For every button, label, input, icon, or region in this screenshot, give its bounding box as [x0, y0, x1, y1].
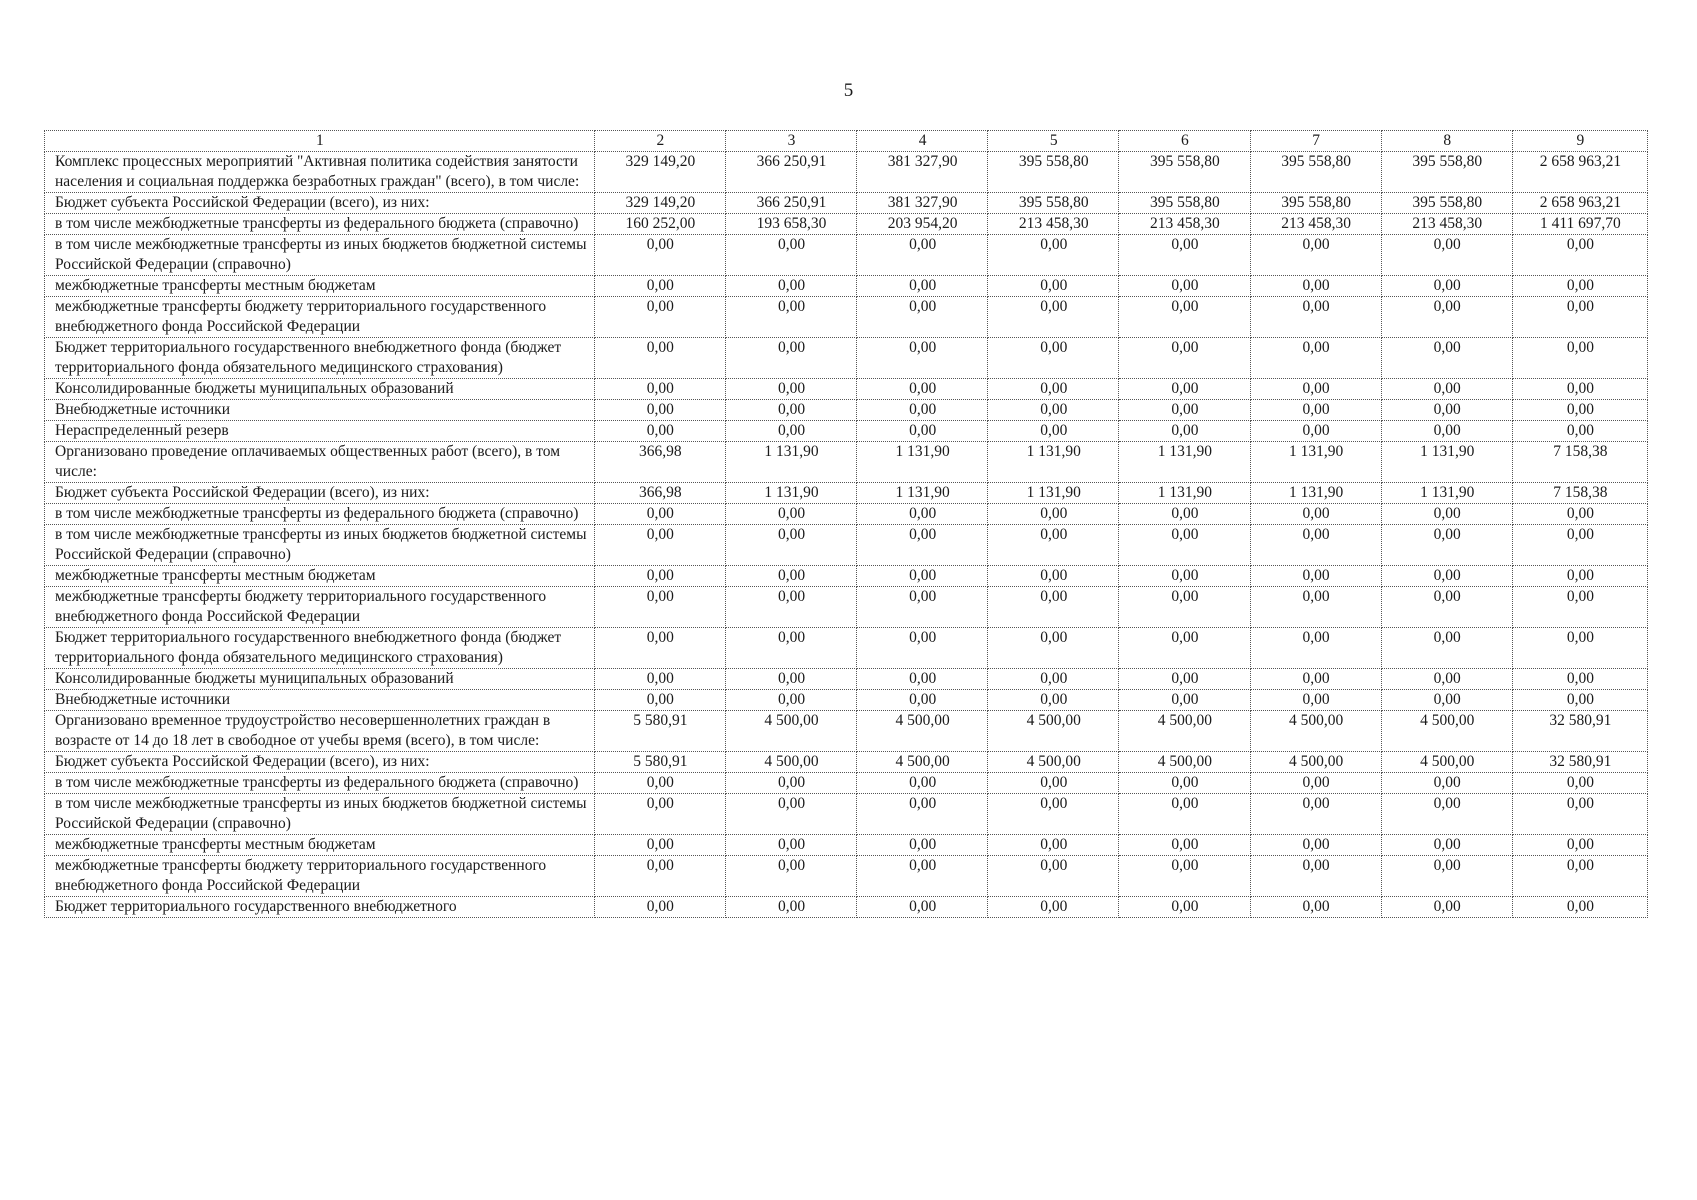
row-label: Комплекс процессных мероприятий "Активная политика содействия занятости населения и социальная поддержка безработных граждан" (всего), в том числе:	[45, 152, 595, 193]
value-cell: 366 250,91	[725, 193, 856, 214]
value-cell: 0,00	[1512, 669, 1647, 690]
value-cell: 0,00	[725, 794, 856, 835]
row-label: Бюджет субъекта Российской Федерации (всего), из них:	[45, 193, 595, 214]
value-cell: 0,00	[1512, 235, 1647, 276]
value-cell: 160 252,00	[594, 214, 725, 235]
value-cell: 0,00	[988, 400, 1119, 421]
value-cell: 0,00	[725, 379, 856, 400]
value-cell: 1 131,90	[1250, 442, 1381, 483]
value-cell: 0,00	[1512, 504, 1647, 525]
value-cell: 0,00	[988, 566, 1119, 587]
value-cell: 395 558,80	[1250, 152, 1381, 193]
value-cell: 0,00	[857, 525, 988, 566]
table-body	[45, 152, 1648, 918]
value-cell: 0,00	[988, 897, 1119, 918]
value-cell: 0,00	[594, 297, 725, 338]
value-cell: 0,00	[725, 897, 856, 918]
value-cell: 0,00	[725, 504, 856, 525]
value-cell: 1 131,90	[1250, 483, 1381, 504]
value-cell: 366,98	[594, 442, 725, 483]
value-cell: 0,00	[594, 690, 725, 711]
value-cell: 4 500,00	[857, 711, 988, 752]
value-cell: 0,00	[857, 566, 988, 587]
value-cell: 0,00	[725, 835, 856, 856]
value-cell: 0,00	[725, 400, 856, 421]
budget-table	[44, 130, 1648, 918]
value-cell: 0,00	[725, 587, 856, 628]
row-label: межбюджетные трансферты местным бюджетам	[45, 566, 595, 587]
value-cell: 0,00	[988, 525, 1119, 566]
value-cell: 0,00	[1250, 566, 1381, 587]
table-row	[45, 566, 1648, 587]
value-cell: 0,00	[1381, 379, 1512, 400]
table-row	[45, 276, 1648, 297]
value-cell: 0,00	[1381, 835, 1512, 856]
value-cell: 0,00	[857, 276, 988, 297]
row-label: Бюджет территориального государственного внебюджетного фонда (бюджет территориального фонда обязательного медицинского страхования)	[45, 628, 595, 669]
value-cell: 0,00	[988, 690, 1119, 711]
value-cell: 0,00	[1119, 504, 1250, 525]
value-cell: 0,00	[1381, 421, 1512, 442]
value-cell: 0,00	[1119, 690, 1250, 711]
value-cell: 0,00	[988, 835, 1119, 856]
table-row	[45, 794, 1648, 835]
column-number-row	[45, 131, 1648, 152]
value-cell: 0,00	[725, 338, 856, 379]
table-row	[45, 628, 1648, 669]
row-label: в том числе межбюджетные трансферты из иных бюджетов бюджетной системы Российской Федерации (справочно)	[45, 525, 595, 566]
value-cell: 1 131,90	[988, 483, 1119, 504]
value-cell: 1 131,90	[1381, 483, 1512, 504]
value-cell: 0,00	[594, 794, 725, 835]
value-cell: 395 558,80	[1250, 193, 1381, 214]
value-cell: 0,00	[1250, 835, 1381, 856]
column-header: 6	[1119, 131, 1250, 152]
value-cell: 0,00	[1119, 835, 1250, 856]
value-cell: 0,00	[725, 276, 856, 297]
value-cell: 0,00	[1119, 628, 1250, 669]
value-cell: 32 580,91	[1512, 711, 1647, 752]
value-cell: 0,00	[1512, 856, 1647, 897]
table-row	[45, 297, 1648, 338]
value-cell: 0,00	[857, 669, 988, 690]
value-cell: 0,00	[988, 856, 1119, 897]
value-cell: 2 658 963,21	[1512, 193, 1647, 214]
value-cell: 4 500,00	[1381, 752, 1512, 773]
table-row	[45, 525, 1648, 566]
table-row	[45, 400, 1648, 421]
value-cell: 0,00	[725, 669, 856, 690]
table-row	[45, 897, 1648, 918]
value-cell: 395 558,80	[1381, 152, 1512, 193]
value-cell: 0,00	[857, 504, 988, 525]
value-cell: 0,00	[857, 235, 988, 276]
value-cell: 0,00	[1250, 235, 1381, 276]
value-cell: 0,00	[594, 421, 725, 442]
value-cell: 1 131,90	[857, 442, 988, 483]
value-cell: 7 158,38	[1512, 442, 1647, 483]
value-cell: 1 131,90	[725, 483, 856, 504]
value-cell: 4 500,00	[725, 711, 856, 752]
value-cell: 0,00	[1250, 587, 1381, 628]
value-cell: 0,00	[594, 525, 725, 566]
row-label: Бюджет субъекта Российской Федерации (всего), из них:	[45, 483, 595, 504]
value-cell: 4 500,00	[725, 752, 856, 773]
value-cell: 0,00	[988, 669, 1119, 690]
value-cell: 0,00	[725, 773, 856, 794]
value-cell: 0,00	[1381, 690, 1512, 711]
row-label: в том числе межбюджетные трансферты из федерального бюджета (справочно)	[45, 773, 595, 794]
column-header: 2	[594, 131, 725, 152]
value-cell: 0,00	[594, 379, 725, 400]
value-cell: 0,00	[1250, 794, 1381, 835]
value-cell: 0,00	[725, 525, 856, 566]
column-header: 8	[1381, 131, 1512, 152]
value-cell: 0,00	[1381, 566, 1512, 587]
value-cell: 0,00	[988, 276, 1119, 297]
value-cell: 0,00	[1512, 628, 1647, 669]
value-cell: 1 131,90	[725, 442, 856, 483]
value-cell: 0,00	[857, 773, 988, 794]
value-cell: 0,00	[988, 235, 1119, 276]
value-cell: 0,00	[857, 421, 988, 442]
value-cell: 0,00	[594, 628, 725, 669]
value-cell: 0,00	[857, 587, 988, 628]
value-cell: 0,00	[1250, 421, 1381, 442]
column-header: 4	[857, 131, 988, 152]
value-cell: 0,00	[1119, 773, 1250, 794]
value-cell: 0,00	[1119, 421, 1250, 442]
value-cell: 0,00	[1512, 690, 1647, 711]
table-row	[45, 835, 1648, 856]
value-cell: 4 500,00	[1119, 752, 1250, 773]
value-cell: 0,00	[988, 628, 1119, 669]
value-cell: 0,00	[1250, 504, 1381, 525]
row-label: Внебюджетные источники	[45, 690, 595, 711]
value-cell: 0,00	[594, 856, 725, 897]
value-cell: 395 558,80	[988, 193, 1119, 214]
value-cell: 0,00	[594, 400, 725, 421]
value-cell: 0,00	[1512, 421, 1647, 442]
table-row	[45, 773, 1648, 794]
table-row	[45, 214, 1648, 235]
value-cell: 0,00	[1381, 338, 1512, 379]
value-cell: 0,00	[1119, 276, 1250, 297]
value-cell: 1 131,90	[1381, 442, 1512, 483]
value-cell: 0,00	[725, 235, 856, 276]
value-cell: 0,00	[988, 421, 1119, 442]
column-header: 1	[45, 131, 595, 152]
value-cell: 213 458,30	[988, 214, 1119, 235]
value-cell: 0,00	[1381, 297, 1512, 338]
value-cell: 5 580,91	[594, 752, 725, 773]
row-label: Организовано временное трудоустройство несовершеннолетних граждан в возрасте от 14 до 18 лет в свободное от учебы время (всего), в том числе:	[45, 711, 595, 752]
row-label: межбюджетные трансферты бюджету территориального государственного внебюджетного фонда Российской Федерации	[45, 297, 595, 338]
value-cell: 329 149,20	[594, 193, 725, 214]
value-cell: 0,00	[988, 297, 1119, 338]
value-cell: 0,00	[1512, 400, 1647, 421]
value-cell: 193 658,30	[725, 214, 856, 235]
row-label: Консолидированные бюджеты муниципальных образований	[45, 379, 595, 400]
value-cell: 0,00	[1119, 794, 1250, 835]
value-cell: 1 131,90	[857, 483, 988, 504]
column-header: 7	[1250, 131, 1381, 152]
value-cell: 0,00	[1250, 856, 1381, 897]
value-cell: 0,00	[1381, 235, 1512, 276]
value-cell: 0,00	[1512, 525, 1647, 566]
value-cell: 4 500,00	[1250, 711, 1381, 752]
value-cell: 0,00	[594, 897, 725, 918]
value-cell: 395 558,80	[988, 152, 1119, 193]
value-cell: 0,00	[1250, 338, 1381, 379]
value-cell: 395 558,80	[1381, 193, 1512, 214]
value-cell: 0,00	[725, 856, 856, 897]
value-cell: 0,00	[1119, 566, 1250, 587]
value-cell: 0,00	[1250, 690, 1381, 711]
value-cell: 4 500,00	[988, 752, 1119, 773]
value-cell: 1 131,90	[988, 442, 1119, 483]
value-cell: 0,00	[1250, 297, 1381, 338]
row-label: Организовано проведение оплачиваемых общественных работ (всего), в том числе:	[45, 442, 595, 483]
row-label: межбюджетные трансферты местным бюджетам	[45, 835, 595, 856]
value-cell: 0,00	[1512, 794, 1647, 835]
value-cell: 213 458,30	[1119, 214, 1250, 235]
value-cell: 366,98	[594, 483, 725, 504]
value-cell: 0,00	[857, 835, 988, 856]
value-cell: 0,00	[988, 504, 1119, 525]
table-row	[45, 152, 1648, 193]
value-cell: 366 250,91	[725, 152, 856, 193]
value-cell: 0,00	[1250, 525, 1381, 566]
value-cell: 0,00	[857, 628, 988, 669]
table-row	[45, 193, 1648, 214]
value-cell: 0,00	[1381, 669, 1512, 690]
value-cell: 0,00	[1512, 773, 1647, 794]
value-cell: 0,00	[594, 587, 725, 628]
value-cell: 0,00	[1381, 856, 1512, 897]
value-cell: 0,00	[594, 669, 725, 690]
value-cell: 0,00	[1512, 276, 1647, 297]
value-cell: 213 458,30	[1250, 214, 1381, 235]
value-cell: 0,00	[1119, 338, 1250, 379]
value-cell: 395 558,80	[1119, 193, 1250, 214]
column-header: 3	[725, 131, 856, 152]
table-row	[45, 442, 1648, 483]
table-row	[45, 587, 1648, 628]
table-row	[45, 504, 1648, 525]
row-label: межбюджетные трансферты местным бюджетам	[45, 276, 595, 297]
value-cell: 0,00	[1250, 773, 1381, 794]
page-number: 5	[843, 80, 854, 101]
value-cell: 203 954,20	[857, 214, 988, 235]
row-label: в том числе межбюджетные трансферты из иных бюджетов бюджетной системы Российской Федерации (справочно)	[45, 794, 595, 835]
value-cell: 0,00	[1119, 587, 1250, 628]
value-cell: 1 131,90	[1119, 442, 1250, 483]
row-label: в том числе межбюджетные трансферты из иных бюджетов бюджетной системы Российской Федерации (справочно)	[45, 235, 595, 276]
value-cell: 4 500,00	[1119, 711, 1250, 752]
value-cell: 0,00	[1119, 856, 1250, 897]
value-cell: 0,00	[857, 856, 988, 897]
value-cell: 0,00	[1512, 835, 1647, 856]
value-cell: 0,00	[1119, 525, 1250, 566]
table-row	[45, 711, 1648, 752]
value-cell: 4 500,00	[857, 752, 988, 773]
table-row	[45, 856, 1648, 897]
value-cell: 0,00	[988, 379, 1119, 400]
value-cell: 381 327,90	[857, 152, 988, 193]
value-cell: 4 500,00	[1250, 752, 1381, 773]
value-cell: 0,00	[857, 400, 988, 421]
value-cell: 0,00	[725, 566, 856, 587]
value-cell: 213 458,30	[1381, 214, 1512, 235]
value-cell: 0,00	[1381, 525, 1512, 566]
value-cell: 4 500,00	[988, 711, 1119, 752]
column-header: 5	[988, 131, 1119, 152]
value-cell: 0,00	[857, 379, 988, 400]
table-row	[45, 752, 1648, 773]
table-row	[45, 669, 1648, 690]
value-cell: 0,00	[1512, 897, 1647, 918]
value-cell: 0,00	[857, 794, 988, 835]
table-row	[45, 421, 1648, 442]
value-cell: 0,00	[1250, 628, 1381, 669]
table-row	[45, 235, 1648, 276]
value-cell: 0,00	[594, 338, 725, 379]
row-label: Бюджет территориального государственного внебюджетного	[45, 897, 595, 918]
value-cell: 0,00	[1119, 235, 1250, 276]
value-cell: 0,00	[1381, 504, 1512, 525]
value-cell: 0,00	[1119, 379, 1250, 400]
value-cell: 329 149,20	[594, 152, 725, 193]
value-cell: 0,00	[1250, 897, 1381, 918]
column-header: 9	[1512, 131, 1647, 152]
value-cell: 0,00	[1512, 297, 1647, 338]
row-label: в том числе межбюджетные трансферты из федерального бюджета (справочно)	[45, 214, 595, 235]
value-cell: 5 580,91	[594, 711, 725, 752]
value-cell: 0,00	[1119, 669, 1250, 690]
value-cell: 0,00	[1250, 379, 1381, 400]
row-label: межбюджетные трансферты бюджету территориального государственного внебюджетного фонда Российской Федерации	[45, 856, 595, 897]
value-cell: 32 580,91	[1512, 752, 1647, 773]
row-label: Бюджет территориального государственного внебюджетного фонда (бюджет территориального фонда обязательного медицинского страхования)	[45, 338, 595, 379]
value-cell: 0,00	[988, 773, 1119, 794]
value-cell: 0,00	[1512, 587, 1647, 628]
table-row	[45, 338, 1648, 379]
value-cell: 0,00	[1381, 897, 1512, 918]
value-cell: 1 131,90	[1119, 483, 1250, 504]
value-cell: 4 500,00	[1381, 711, 1512, 752]
value-cell: 381 327,90	[857, 193, 988, 214]
value-cell: 0,00	[1250, 400, 1381, 421]
value-cell: 0,00	[988, 794, 1119, 835]
value-cell: 0,00	[988, 587, 1119, 628]
value-cell: 0,00	[1119, 400, 1250, 421]
table-row	[45, 483, 1648, 504]
value-cell: 0,00	[857, 338, 988, 379]
value-cell: 0,00	[594, 773, 725, 794]
value-cell: 0,00	[1512, 566, 1647, 587]
value-cell: 0,00	[1381, 773, 1512, 794]
value-cell: 0,00	[1119, 297, 1250, 338]
value-cell: 0,00	[725, 628, 856, 669]
value-cell: 0,00	[988, 338, 1119, 379]
value-cell: 0,00	[1381, 628, 1512, 669]
value-cell: 2 658 963,21	[1512, 152, 1647, 193]
value-cell: 0,00	[1512, 379, 1647, 400]
value-cell: 7 158,38	[1512, 483, 1647, 504]
row-label: Нераспределенный резерв	[45, 421, 595, 442]
value-cell: 0,00	[1381, 794, 1512, 835]
value-cell: 0,00	[725, 421, 856, 442]
value-cell: 395 558,80	[1119, 152, 1250, 193]
value-cell: 0,00	[1381, 400, 1512, 421]
value-cell: 0,00	[594, 504, 725, 525]
value-cell: 0,00	[857, 897, 988, 918]
table-row	[45, 379, 1648, 400]
value-cell: 0,00	[1381, 587, 1512, 628]
row-label: Бюджет субъекта Российской Федерации (всего), из них:	[45, 752, 595, 773]
value-cell: 0,00	[1250, 669, 1381, 690]
value-cell: 0,00	[1381, 276, 1512, 297]
value-cell: 0,00	[594, 835, 725, 856]
value-cell: 0,00	[594, 566, 725, 587]
value-cell: 0,00	[725, 297, 856, 338]
value-cell: 0,00	[857, 297, 988, 338]
row-label: в том числе межбюджетные трансферты из федерального бюджета (справочно)	[45, 504, 595, 525]
value-cell: 1 411 697,70	[1512, 214, 1647, 235]
value-cell: 0,00	[1119, 897, 1250, 918]
value-cell: 0,00	[594, 276, 725, 297]
row-label: Консолидированные бюджеты муниципальных образований	[45, 669, 595, 690]
row-label: Внебюджетные источники	[45, 400, 595, 421]
value-cell: 0,00	[1250, 276, 1381, 297]
value-cell: 0,00	[725, 690, 856, 711]
value-cell: 0,00	[857, 690, 988, 711]
table-row	[45, 690, 1648, 711]
row-label: межбюджетные трансферты бюджету территориального государственного внебюджетного фонда Российской Федерации	[45, 587, 595, 628]
value-cell: 0,00	[1512, 338, 1647, 379]
value-cell: 0,00	[594, 235, 725, 276]
